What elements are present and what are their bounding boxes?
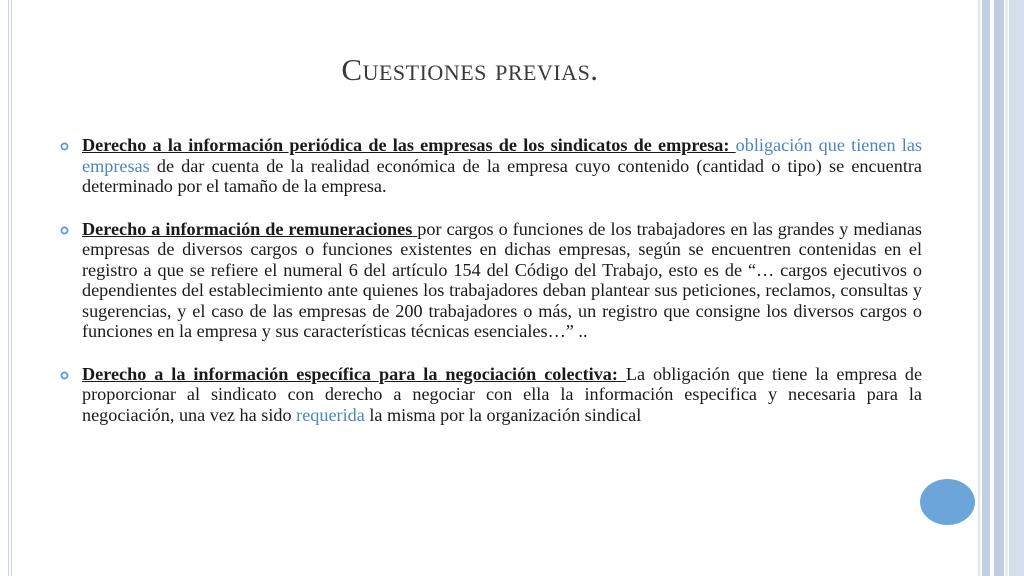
stripe bbox=[978, 0, 980, 576]
ring-bullet-icon bbox=[60, 226, 69, 235]
bullet-heading: Derecho a información de remuneraciones bbox=[82, 218, 413, 239]
bullet-body: por cargos o funciones de los trabajadores en las grandes y medianas empresas de diversos cargos o funciones existentes en dichas empresas, según se encuentren contenidas en el registro a que se refiere el numeral 6 del artículo 154 del Código del Trabajo, esto es de “… cargos ejecutivos o dependientes del establecimiento ante quienes los trabajadores deban plantear sus peticiones, reclamos, consultas y sugerencias, y el caso de las empresas de 200 trabajadores o más, un registro que consigne los diversos cargos o funciones en la empresa y sus características técnicas esenciales…” .. bbox=[82, 218, 923, 341]
right-stripe-decoration bbox=[978, 0, 1024, 576]
circle-decoration-icon bbox=[920, 479, 975, 525]
stripe bbox=[1009, 0, 1024, 576]
bullet-heading: Derecho a la información específica para la negociación colectiva: bbox=[82, 363, 618, 384]
bullet-body: La obligación que tiene la empresa de proporcionar al sindicato con derecho a negociar con ella la información especifica y necesaria para la negociación, una vez ha sido bbox=[82, 363, 923, 425]
bullet-item bbox=[60, 135, 922, 197]
stripe bbox=[1005, 0, 1008, 576]
ring-bullet-icon bbox=[60, 142, 69, 151]
bullet-item bbox=[60, 364, 922, 426]
highlighted-text: requerida bbox=[296, 404, 365, 425]
bullet-item bbox=[60, 219, 922, 342]
bullet-heading: Derecho a la información periódica de las empresas de los sindicatos de empresa: bbox=[82, 135, 730, 155]
bullet-list bbox=[60, 135, 922, 425]
stripe bbox=[982, 0, 990, 576]
stripe bbox=[994, 0, 1004, 576]
stripe bbox=[991, 0, 993, 576]
slide-title: Cuestiones previas. bbox=[341, 52, 599, 87]
bullet-body-tail: la misma por la organización sindical bbox=[364, 404, 642, 425]
highlighted-text: obligación que tienen las empresas bbox=[82, 135, 922, 176]
bullet-body: de dar cuenta de la realidad económica de la empresa cuyo contenido (cantidad o tipo) se encuentra determinado por el tamaño de la empresa. bbox=[82, 155, 922, 196]
ring-bullet-icon bbox=[60, 371, 69, 380]
bullet-heading-gap bbox=[618, 364, 626, 384]
